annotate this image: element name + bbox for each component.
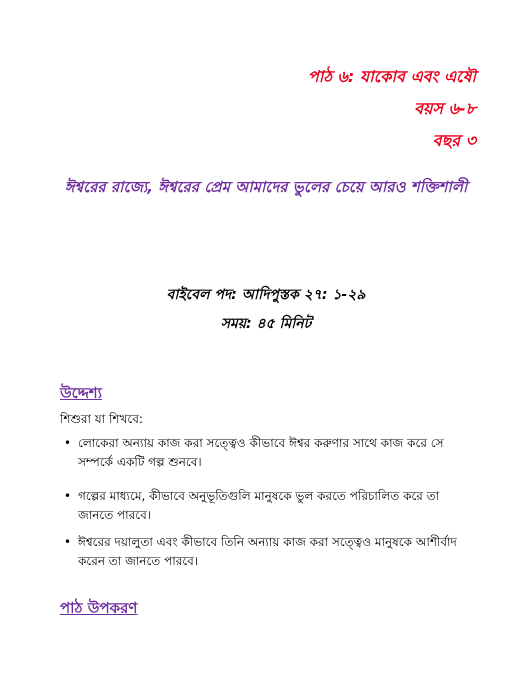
objective-item: [64, 434, 478, 472]
bullet-icon: •: [64, 535, 72, 549]
bible-passage: বাইবেল পদ: আদিপুস্তক ২৭: ১-২৯: [166, 287, 366, 303]
objective-text: গল্পের মাধ্যমে, কীভাবে অনুভূতিগুলি মানুষকে ভুল করতে পরিচালিত করে তা জানতে পারবে।: [78, 489, 440, 522]
lesson-duration: সময়: ৪৫ মিনিট: [220, 316, 312, 332]
objectives-heading: উদ্দেশ্য: [60, 384, 103, 402]
objective-text: লোকেরা অন্যায় কাজ করা সত্ত্বেও কীভাবে ঈশ্বর করুণার সাথে কাজ করে সে সম্পর্কে একটি গল্প শুনবে।: [78, 436, 444, 469]
objective-item: [64, 533, 478, 571]
objectives-intro: শিশুরা যা শিখবে:: [60, 412, 143, 426]
materials-heading: পাঠ উপকরণ: [60, 599, 138, 617]
objective-item: [64, 487, 478, 525]
bullet-icon: •: [64, 489, 72, 503]
year-label: বছর ৩: [432, 131, 476, 150]
lesson-theme: ঈশ্বরের রাজ্যে, ঈশ্বরের প্রেম আমাদের ভুলের চেয়ে আরও শক্তিশালী: [64, 178, 468, 196]
objective-text: ঈশ্বরের দয়ালুতা এবং কীভাবে তিনি অন্যায় কাজ করা সত্ত্বেও মানুষকে আশীর্বাদ করেন তা জানতে পারবে।: [78, 535, 457, 568]
lesson-title: পাঠ ৬: যাকোব এবং এষৌ: [307, 67, 476, 86]
bullet-icon: •: [64, 436, 72, 450]
age-range: বয়স ৬-৮: [414, 99, 476, 118]
